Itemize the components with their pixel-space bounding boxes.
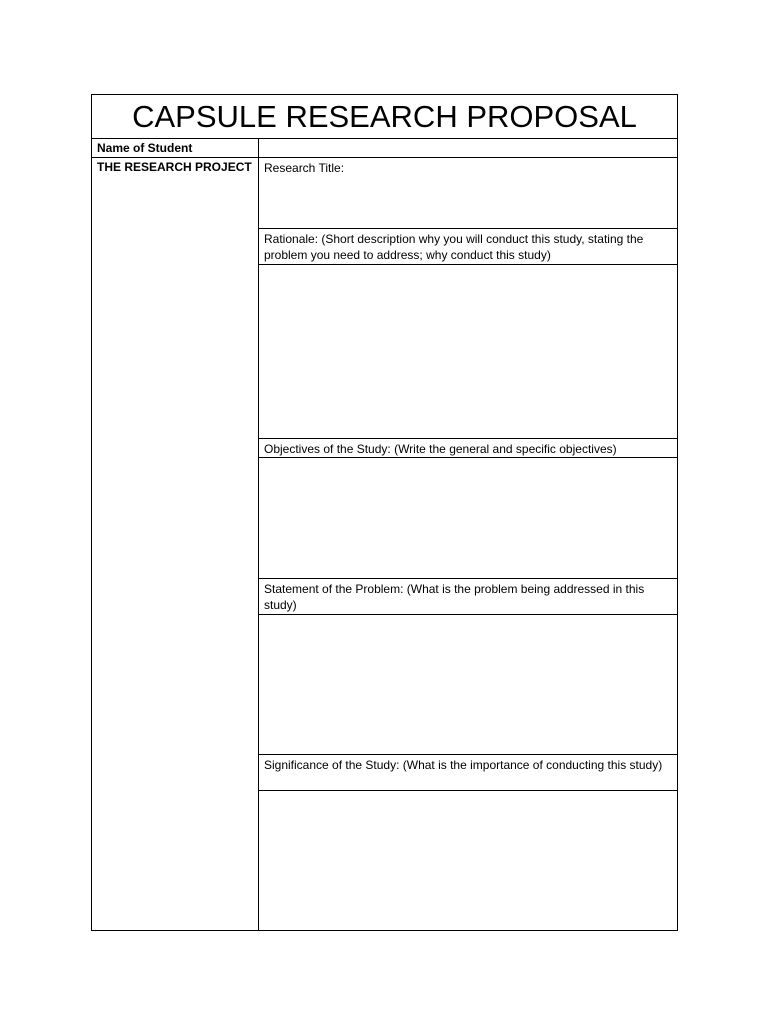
- objectives-label-cell: [259, 439, 677, 458]
- rationale-label-cell: [259, 229, 677, 265]
- statement-of-problem-label-cell: [259, 579, 677, 615]
- research-project-sections: [258, 157, 678, 931]
- form-title: CAPSULE RESEARCH PROPOSAL: [91, 94, 678, 138]
- name-of-student-label: Name of Student: [97, 141, 193, 155]
- objectives-value: [259, 458, 677, 460]
- proposal-form: [91, 94, 678, 930]
- name-of-student-label-cell: [91, 138, 258, 157]
- significance-label: Significance of the Study: (What is the importance of conducting this study): [264, 758, 663, 772]
- objectives-field[interactable]: [259, 458, 677, 579]
- statement-of-problem-field[interactable]: [259, 615, 677, 755]
- research-project-label-cell: [91, 157, 258, 931]
- objectives-label: Objectives of the Study: (Write the general and specific objectives): [264, 442, 617, 456]
- rationale-value: [259, 265, 677, 267]
- research-title-label: Research Title:: [264, 161, 345, 175]
- name-of-student-field[interactable]: [258, 138, 678, 157]
- rationale-label: Rationale: (Short description why you will conduct this study, stating the problem you need to address; why conduct this study): [264, 232, 644, 262]
- significance-label-cell: [259, 755, 677, 791]
- statement-of-problem-value: [259, 615, 677, 617]
- rationale-field[interactable]: [259, 265, 677, 439]
- significance-field[interactable]: [259, 791, 677, 930]
- statement-of-problem-label: Statement of the Problem: (What is the problem being addressed in this study): [264, 582, 645, 612]
- name-of-student-value: [259, 139, 677, 140]
- research-project-label: THE RESEARCH PROJECT: [97, 160, 252, 174]
- research-title-field[interactable]: [259, 176, 677, 178]
- significance-value: [259, 791, 677, 793]
- research-title-label-cell: [259, 158, 677, 229]
